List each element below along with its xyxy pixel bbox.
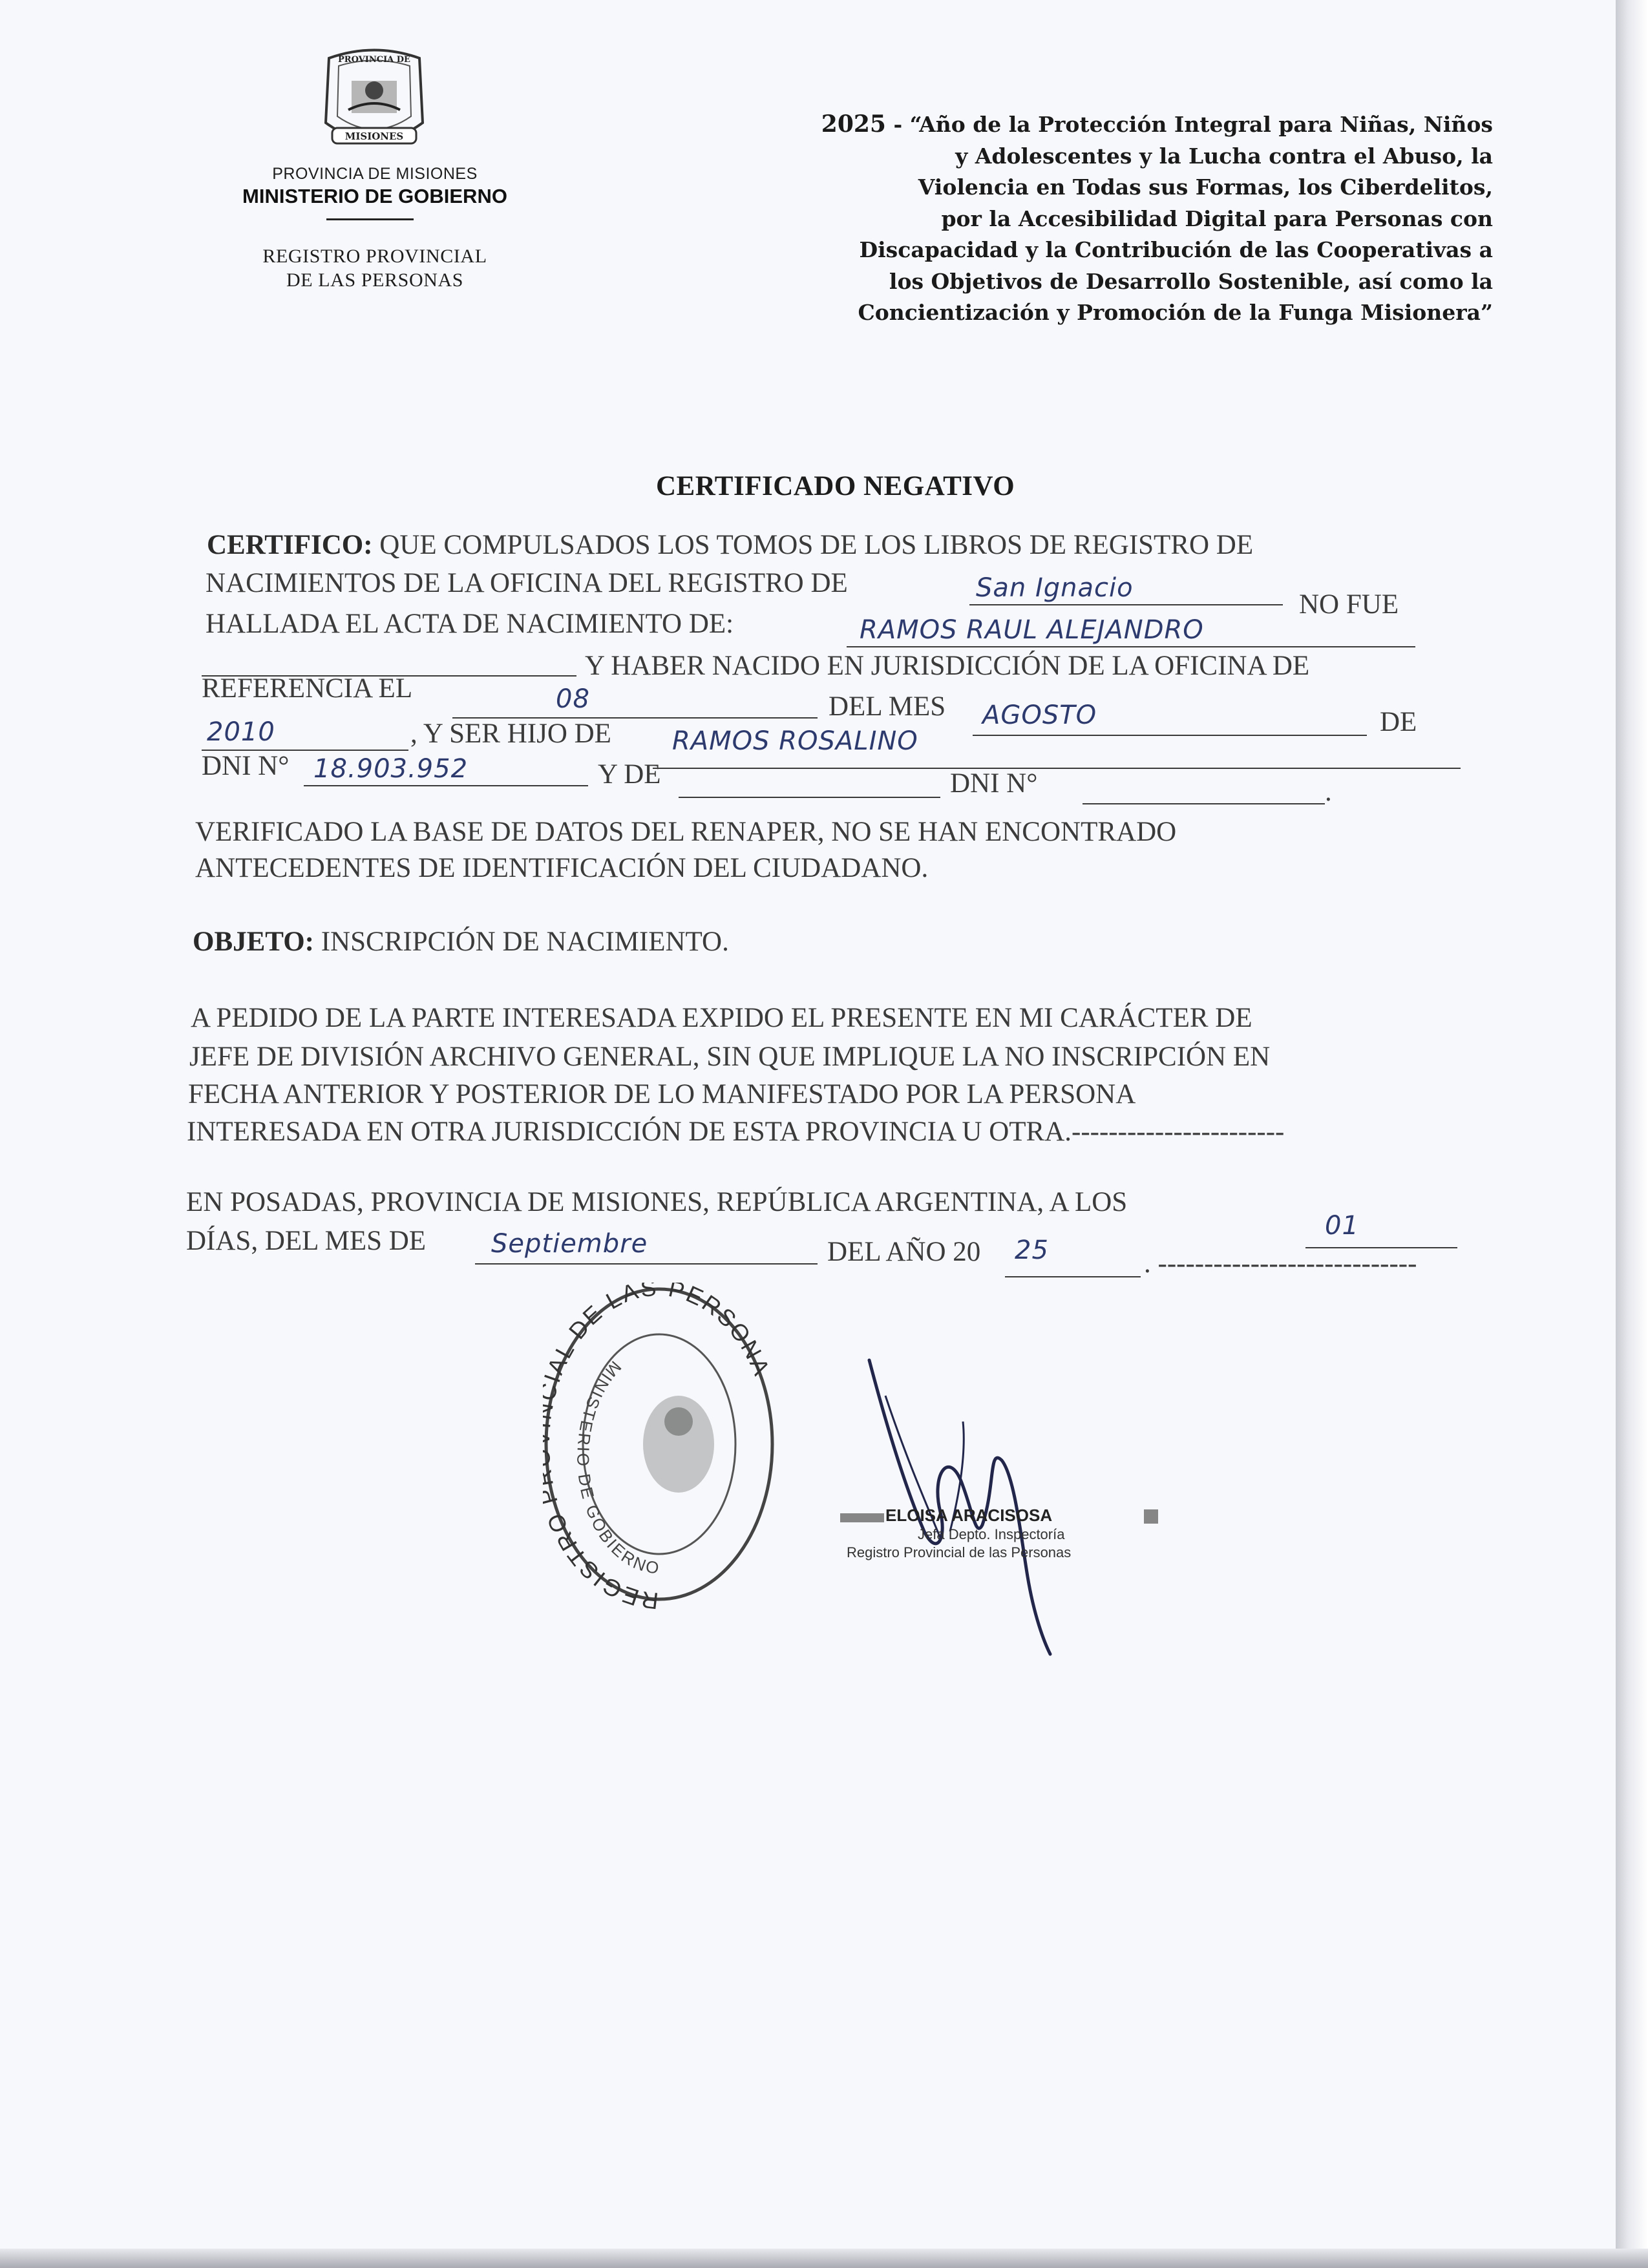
posadas-line-2c: . ---------------------------- <box>1144 1248 1417 1279</box>
ministry-name: MINISTERIO DE GOBIERNO <box>242 185 507 207</box>
handwritten-year: 2010 <box>207 717 275 747</box>
registry-line-2: DE LAS PERSONAS <box>286 269 464 291</box>
handwritten-day: 08 <box>556 684 590 714</box>
province-coat-of-arms-icon <box>313 45 436 155</box>
motto-line-7: Concientización y Promoción de la Funga Misionera” <box>858 300 1493 325</box>
pedido-line-1: A PEDIDO DE LA PARTE INTERESADA EXPIDO EL PRESENTE EN MI CARÁCTER DE <box>191 1003 1252 1033</box>
posadas-line-2a: DÍAS, DEL MES DE <box>186 1226 427 1256</box>
official-seal-stamp <box>543 1283 776 1612</box>
handwritten-person-name: RAMOS RAUL ALEJANDRO <box>860 615 1204 645</box>
certifico-line-2a: NACIMIENTOS DE LA OFICINA DEL REGISTRO DE <box>206 568 848 598</box>
handwritten-father: RAMOS ROSALINO <box>672 726 918 756</box>
pedido-line-3: FECHA ANTERIOR Y POSTERIOR DE LO MANIFESTADO POR LA PERSONA <box>188 1079 1136 1109</box>
year-motto <box>685 109 1493 329</box>
document-title: CERTIFICADO NEGATIVO <box>656 471 1015 501</box>
motto-year: 2025 <box>821 110 886 138</box>
certifico-line-6b: DE <box>1380 707 1417 737</box>
certifico-line-5b: DEL MES <box>829 691 946 722</box>
objeto-label: OBJETO: <box>193 927 314 957</box>
redaction-bar-right <box>1144 1509 1158 1524</box>
certifico-line-7d: . <box>1325 777 1332 807</box>
objeto-line <box>193 925 729 959</box>
registry-name <box>213 244 536 292</box>
pedido-line-4: INTERESADA EN OTRA JURISDICCIÓN DE ESTA PROVINCIA U OTRA.----------------------- <box>187 1117 1285 1147</box>
pedido-line-2: JEFE DE DIVISIÓN ARCHIVO GENERAL, SIN QUE IMPLIQUE LA NO INSCRIPCIÓN EN <box>189 1042 1271 1072</box>
header-divider <box>326 218 414 220</box>
certifico-line-7a: DNI N° <box>202 751 290 781</box>
father-blank <box>653 768 1461 769</box>
posadas-line-2b: DEL AÑO 20 <box>827 1237 981 1267</box>
posadas-line-1: EN POSADAS, PROVINCIA DE MISIONES, REPÚBLICA ARGENTINA, A LOS <box>186 1187 1128 1217</box>
issue-month-blank <box>475 1263 818 1265</box>
province-name: PROVINCIA DE MISIONES <box>272 165 478 183</box>
certifico-line-7b: Y DE <box>598 759 661 790</box>
handwritten-father-dni: 18.903.952 <box>313 754 469 784</box>
logo-text-top: PROVINCIA DE <box>338 55 410 65</box>
stamp-inner-text: MINISTERIO DE GOBIERNO <box>573 1357 662 1578</box>
stamp-ring-text: REGISTRO AL DE LAS PERSONA <box>543 1283 776 1612</box>
motto-line-3: Violencia en Todas sus Formas, los Ciberdelitos, <box>918 174 1493 200</box>
motto-line-2: y Adolescentes y la Lucha contra el Abuso, la <box>955 143 1493 169</box>
signer-role: Jefa Depto. Inspectoría <box>918 1526 1065 1542</box>
certifico-line-4: Y HABER NACIDO EN JURISDICCIÓN DE LA OFICINA DE <box>585 651 1310 681</box>
motto-line-1: 2025 - “Año de la Protección Integral para Niñas, Niños <box>821 110 1493 138</box>
handwritten-issue-year: 25 <box>1015 1235 1049 1265</box>
scan-edge-right <box>1616 0 1648 2268</box>
certifico-line-7c: DNI N° <box>950 768 1038 799</box>
motto-line-4: por la Accesibilidad Digital para Personas con <box>941 205 1493 231</box>
motto-line-5: Discapacidad y la Contribución de las Cooperativas a <box>859 237 1493 262</box>
mother-dni-blank <box>1083 803 1325 804</box>
signer-name: ELOISA ARACISOSA <box>885 1506 1053 1525</box>
redaction-bar-left <box>840 1513 884 1522</box>
person-name-blank <box>847 646 1415 647</box>
handwritten-issue-day: 01 <box>1325 1211 1359 1241</box>
certifico-line-6a: , Y SER HIJO DE <box>410 719 611 749</box>
certifico-line-2b: NO FUE <box>1299 589 1399 620</box>
logo-text-bottom: MISIONES <box>344 131 404 142</box>
registry-office-blank <box>969 604 1283 605</box>
month-blank <box>973 735 1367 736</box>
certifico-label: CERTIFICO: <box>207 530 373 560</box>
issue-year-blank <box>1005 1276 1141 1277</box>
registry-line-1: REGISTRO PROVINCIAL <box>262 246 487 267</box>
mother-blank <box>679 797 940 798</box>
renaper-line-1: VERIFICADO LA BASE DE DATOS DEL RENAPER, NO SE HAN ENCONTRADO <box>195 817 1177 847</box>
objeto-text: INSCRIPCIÓN DE NACIMIENTO. <box>321 927 729 957</box>
handwritten-registry-office: San Ignacio <box>976 573 1134 603</box>
motto-line-6: los Objetivos de Desarrollo Sostenible, así como la <box>889 268 1493 294</box>
signer-office: Registro Provincial de las Personas <box>847 1544 1072 1560</box>
father-dni-blank <box>304 785 588 786</box>
scan-edge-bottom <box>0 2249 1648 2268</box>
certifico-line-1: CERTIFICO: QUE COMPULSADOS LOS TOMOS DE LOS LIBROS DE REGISTRO DE <box>207 530 1254 560</box>
renaper-line-2: ANTECEDENTES DE IDENTIFICACIÓN DEL CIUDADANO. <box>195 853 929 883</box>
certifico-line-5a: REFERENCIA EL <box>202 673 413 704</box>
handwritten-issue-month: Septiembre <box>491 1229 648 1259</box>
certifico-line-3: HALLADA EL ACTA DE NACIMIENTO DE: <box>206 609 734 639</box>
handwritten-month: AGOSTO <box>982 700 1097 730</box>
